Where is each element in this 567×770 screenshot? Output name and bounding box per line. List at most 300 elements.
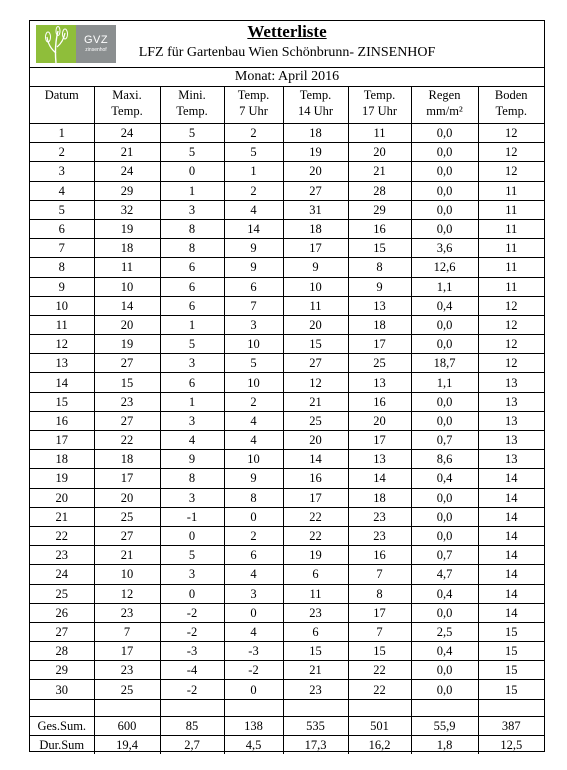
table-cell: 8 [160, 219, 224, 238]
table-cell: 13 [478, 392, 544, 411]
table-row [30, 143, 544, 162]
table-cell: 3 [160, 565, 224, 584]
table-cell: 17 [348, 603, 411, 622]
totals-cell: 387 [478, 716, 544, 735]
table-row [30, 450, 544, 469]
table-cell: 0,0 [411, 526, 478, 545]
table-cell: 9 [30, 277, 94, 296]
table-cell: 3 [160, 488, 224, 507]
table-header-row [30, 86, 544, 124]
table-cell: 32 [94, 200, 160, 219]
table-cell: 23 [348, 526, 411, 545]
empty-cell [160, 699, 224, 716]
table-cell: 0,0 [411, 661, 478, 680]
table-cell: 27 [283, 354, 348, 373]
table-cell: 24 [30, 565, 94, 584]
table-cell: 13 [478, 373, 544, 392]
table-cell: 23 [348, 507, 411, 526]
table-cell: 12 [478, 335, 544, 354]
table-cell: 20 [283, 162, 348, 181]
weather-table [30, 86, 544, 754]
table-cell: 18,7 [411, 354, 478, 373]
table-cell: 23 [94, 392, 160, 411]
table-cell: 14 [348, 469, 411, 488]
table-cell: 18 [94, 239, 160, 258]
column-header [283, 86, 348, 124]
table-cell: 15 [30, 392, 94, 411]
table-cell: 14 [94, 296, 160, 315]
table-cell: 27 [94, 354, 160, 373]
column-header [224, 86, 283, 124]
table-cell: 0,4 [411, 469, 478, 488]
totals-cell: 501 [348, 716, 411, 735]
table-cell: 7 [348, 565, 411, 584]
column-header-line2: 17 Uhr [361, 104, 398, 118]
table-cell: 26 [30, 603, 94, 622]
table-cell: -4 [160, 661, 224, 680]
table-cell: 13 [348, 296, 411, 315]
table-cell: 11 [348, 124, 411, 143]
table-cell: 24 [94, 124, 160, 143]
table-row [30, 622, 544, 641]
table-cell: 8 [30, 258, 94, 277]
table-cell: 0,0 [411, 219, 478, 238]
table-row [30, 526, 544, 545]
table-cell: 1 [160, 315, 224, 334]
table-row [30, 642, 544, 661]
totals-cell: 4,5 [224, 735, 283, 754]
table-cell: 20 [348, 143, 411, 162]
table-cell: 4 [224, 622, 283, 641]
table-cell: 29 [30, 661, 94, 680]
totals-cell: 55,9 [411, 716, 478, 735]
table-cell: 21 [283, 661, 348, 680]
table-cell: 5 [160, 335, 224, 354]
column-header-line2: Temp. [176, 104, 208, 118]
page-title: Wetterliste [247, 22, 327, 41]
table-cell: 27 [283, 181, 348, 200]
table-cell: 3 [160, 411, 224, 430]
table-cell: 15 [283, 335, 348, 354]
table-cell: 25 [94, 680, 160, 699]
table-cell: 0,0 [411, 315, 478, 334]
column-header [160, 86, 224, 124]
blank-row [30, 699, 544, 716]
table-cell: 2 [224, 392, 283, 411]
table-cell: 22 [348, 661, 411, 680]
column-header [411, 86, 478, 124]
table-cell: 14 [283, 450, 348, 469]
table-cell: 14 [478, 565, 544, 584]
column-header-line1: Temp. [363, 88, 396, 102]
table-cell: 16 [30, 411, 94, 430]
table-cell: 7 [94, 622, 160, 641]
month-label: Monat: April 2016 [30, 67, 544, 87]
table-cell: 15 [283, 642, 348, 661]
totals-cell: 138 [224, 716, 283, 735]
table-cell: 5 [224, 354, 283, 373]
table-cell: 18 [348, 315, 411, 334]
table-cell: 23 [283, 680, 348, 699]
table-cell: 9 [224, 239, 283, 258]
table-cell: 8 [348, 584, 411, 603]
table-cell: 23 [94, 661, 160, 680]
table-cell: 0,4 [411, 642, 478, 661]
table-cell: 10 [224, 373, 283, 392]
table-cell: 0 [160, 526, 224, 545]
table-row [30, 488, 544, 507]
table-cell: -3 [224, 642, 283, 661]
table-cell: 17 [94, 469, 160, 488]
table-cell: 0,0 [411, 392, 478, 411]
table-cell: -1 [160, 507, 224, 526]
table-row [30, 411, 544, 430]
table-cell: 25 [94, 507, 160, 526]
table-cell: 9 [224, 258, 283, 277]
table-cell: 5 [160, 546, 224, 565]
table-cell: 0,0 [411, 411, 478, 430]
table-cell: 0 [160, 584, 224, 603]
table-cell: 14 [478, 584, 544, 603]
logo-subtext: zinsenhof [85, 47, 107, 53]
table-row [30, 392, 544, 411]
table-cell: 3 [224, 584, 283, 603]
table-cell: 0,0 [411, 143, 478, 162]
table-cell: 29 [94, 181, 160, 200]
table-cell: 12 [283, 373, 348, 392]
table-cell: 10 [283, 277, 348, 296]
table-cell: 6 [283, 565, 348, 584]
table-cell: 0,0 [411, 124, 478, 143]
table-cell: 14 [478, 526, 544, 545]
table-cell: 0,7 [411, 546, 478, 565]
table-cell: -2 [160, 622, 224, 641]
table-cell: 16 [348, 546, 411, 565]
table-cell: 5 [160, 143, 224, 162]
table-cell: 0,0 [411, 680, 478, 699]
table-cell: 4 [224, 411, 283, 430]
column-header [30, 86, 94, 124]
table-row [30, 315, 544, 334]
table-cell: 15 [94, 373, 160, 392]
table-cell: 25 [283, 411, 348, 430]
table-cell: 9 [224, 469, 283, 488]
table-cell: 15 [478, 661, 544, 680]
column-header-line1: Temp. [299, 88, 332, 102]
table-cell: 18 [94, 450, 160, 469]
table-row [30, 258, 544, 277]
table-cell: 12 [478, 354, 544, 373]
table-cell: 0 [224, 603, 283, 622]
table-cell: 27 [94, 526, 160, 545]
table-cell: 8 [160, 239, 224, 258]
table-cell: 6 [160, 258, 224, 277]
table-cell: 11 [478, 181, 544, 200]
table-cell: 27 [94, 411, 160, 430]
column-header-line1: Maxi. [112, 88, 142, 102]
table-cell: 10 [224, 335, 283, 354]
totals-row [30, 735, 544, 754]
table-cell: 13 [348, 373, 411, 392]
table-cell: 19 [94, 335, 160, 354]
table-row [30, 373, 544, 392]
table-cell: 9 [348, 277, 411, 296]
table-cell: 13 [478, 411, 544, 430]
table-cell: 19 [30, 469, 94, 488]
table-cell: 12 [30, 335, 94, 354]
table-cell: 18 [283, 124, 348, 143]
table-cell: 27 [30, 622, 94, 641]
totals-cell: 12,5 [478, 735, 544, 754]
table-cell: 4,7 [411, 565, 478, 584]
table-cell: 16 [348, 219, 411, 238]
table-cell: 0,4 [411, 584, 478, 603]
empty-cell [283, 699, 348, 716]
empty-cell [411, 699, 478, 716]
table-cell: 10 [224, 450, 283, 469]
table-cell: 13 [30, 354, 94, 373]
table-cell: 0,7 [411, 431, 478, 450]
totals-cell: 535 [283, 716, 348, 735]
table-cell: 8 [348, 258, 411, 277]
table-cell: 18 [348, 488, 411, 507]
table-row [30, 603, 544, 622]
table-cell: 0,4 [411, 296, 478, 315]
table-cell: 2 [224, 526, 283, 545]
table-cell: 22 [348, 680, 411, 699]
empty-cell [30, 699, 94, 716]
table-cell: 20 [283, 315, 348, 334]
table-cell: 0 [224, 507, 283, 526]
table-cell: 20 [94, 488, 160, 507]
page-subtitle: LFZ für Gartenbau Wien Schönbrunn- ZINSENHOF [138, 45, 436, 60]
table-cell: 11 [478, 219, 544, 238]
table-cell: -2 [160, 680, 224, 699]
table-cell: 4 [30, 181, 94, 200]
empty-cell [94, 699, 160, 716]
table-row [30, 431, 544, 450]
table-cell: 6 [160, 373, 224, 392]
table-cell: 0,0 [411, 335, 478, 354]
table-cell: 3 [160, 354, 224, 373]
table-row [30, 296, 544, 315]
table-cell: 17 [348, 335, 411, 354]
table-cell: 1 [224, 162, 283, 181]
table-cell: 15 [348, 642, 411, 661]
table-cell: 18 [30, 450, 94, 469]
column-header-line1: Regen [428, 88, 461, 102]
table-cell: 5 [224, 143, 283, 162]
table-cell: 9 [283, 258, 348, 277]
table-cell: 8 [224, 488, 283, 507]
table-cell: 30 [30, 680, 94, 699]
table-cell: 21 [30, 507, 94, 526]
totals-cell: 85 [160, 716, 224, 735]
table-cell: 13 [478, 450, 544, 469]
table-cell: 12 [478, 143, 544, 162]
column-header-line2: 14 Uhr [297, 104, 334, 118]
table-cell: 6 [160, 296, 224, 315]
table-cell: 10 [94, 565, 160, 584]
totals-cell: 1,8 [411, 735, 478, 754]
table-cell: 15 [348, 239, 411, 258]
column-header-line1: Boden [494, 88, 528, 102]
column-header-line1: Mini. [178, 88, 206, 102]
table-cell: 11 [478, 258, 544, 277]
empty-cell [224, 699, 283, 716]
table-row [30, 335, 544, 354]
table-cell: 11 [478, 277, 544, 296]
table-cell: 14 [478, 603, 544, 622]
table-cell: 4 [224, 431, 283, 450]
table-cell: 1,1 [411, 277, 478, 296]
table-cell: 12 [478, 315, 544, 334]
table-cell: 10 [30, 296, 94, 315]
table-cell: 22 [94, 431, 160, 450]
table-cell: 24 [94, 162, 160, 181]
table-cell: 6 [283, 622, 348, 641]
table-row [30, 546, 544, 565]
table-cell: 19 [283, 546, 348, 565]
table-row [30, 584, 544, 603]
totals-cell: 2,7 [160, 735, 224, 754]
table-cell: 11 [94, 258, 160, 277]
table-row [30, 469, 544, 488]
table-cell: 0,0 [411, 507, 478, 526]
table-cell: 14 [30, 373, 94, 392]
table-cell: 19 [283, 143, 348, 162]
table-cell: 8,6 [411, 450, 478, 469]
table-cell: 1 [160, 181, 224, 200]
table-cell: 6 [30, 219, 94, 238]
table-cell: 12 [478, 162, 544, 181]
table-cell: -3 [160, 642, 224, 661]
table-row [30, 181, 544, 200]
table-cell: 10 [94, 277, 160, 296]
table-cell: 4 [224, 565, 283, 584]
table-cell: 12 [478, 296, 544, 315]
table-cell: 9 [160, 450, 224, 469]
table-cell: 23 [30, 546, 94, 565]
table-cell: 14 [478, 488, 544, 507]
table-cell: 17 [348, 431, 411, 450]
table-cell: 23 [283, 603, 348, 622]
table-cell: 20 [94, 315, 160, 334]
totals-row [30, 716, 544, 735]
table-cell: 14 [478, 507, 544, 526]
column-header-line2: mm/m² [426, 104, 463, 118]
column-header [94, 86, 160, 124]
table-cell: 28 [348, 181, 411, 200]
table-cell: -2 [224, 661, 283, 680]
table-cell: 20 [348, 411, 411, 430]
table-row [30, 277, 544, 296]
table-row [30, 124, 544, 143]
table-cell: 0,0 [411, 488, 478, 507]
table-cell: 21 [94, 143, 160, 162]
table-cell: 11 [478, 200, 544, 219]
table-cell: -2 [160, 603, 224, 622]
table-row [30, 239, 544, 258]
table-cell: 8 [160, 469, 224, 488]
table-cell: 14 [478, 546, 544, 565]
table-cell: 2 [224, 181, 283, 200]
totals-cell: 16,2 [348, 735, 411, 754]
table-cell: 25 [30, 584, 94, 603]
table-row [30, 661, 544, 680]
table-cell: 0,0 [411, 603, 478, 622]
table-row [30, 680, 544, 699]
table-cell: 21 [348, 162, 411, 181]
table-cell: 3,6 [411, 239, 478, 258]
table-cell: 21 [283, 392, 348, 411]
table-cell: 1 [160, 392, 224, 411]
table-cell: 11 [283, 296, 348, 315]
table-cell: 5 [160, 124, 224, 143]
table-cell: 16 [283, 469, 348, 488]
table-cell: 22 [283, 526, 348, 545]
totals-cell: 17,3 [283, 735, 348, 754]
table-cell: 29 [348, 200, 411, 219]
table-cell: 7 [348, 622, 411, 641]
empty-cell [478, 699, 544, 716]
table-cell: 0 [160, 162, 224, 181]
table-cell: 13 [348, 450, 411, 469]
table-cell: 4 [224, 200, 283, 219]
table-cell: 2 [30, 143, 94, 162]
column-header-line2: Temp. [495, 104, 527, 118]
table-cell: 16 [348, 392, 411, 411]
table-cell: 1 [30, 124, 94, 143]
table-cell: 3 [224, 315, 283, 334]
table-cell: 5 [30, 200, 94, 219]
table-cell: 2 [224, 124, 283, 143]
table-cell: 15 [478, 680, 544, 699]
table-cell: 2,5 [411, 622, 478, 641]
table-cell: 12 [94, 584, 160, 603]
column-header-line1: Temp. [237, 88, 270, 102]
table-cell: 18 [283, 219, 348, 238]
logo-text: GVZ [83, 34, 109, 46]
column-header [348, 86, 411, 124]
table-row [30, 200, 544, 219]
table-cell: 11 [478, 239, 544, 258]
table-cell: 0,0 [411, 162, 478, 181]
table-cell: 6 [224, 277, 283, 296]
table-cell: 28 [30, 642, 94, 661]
table-cell: 4 [160, 431, 224, 450]
table-cell: 7 [30, 239, 94, 258]
table-cell: 19 [94, 219, 160, 238]
table-cell: 11 [283, 584, 348, 603]
table-cell: 25 [348, 354, 411, 373]
table-cell: 3 [160, 200, 224, 219]
table-cell: 17 [94, 642, 160, 661]
column-header-line2: Temp. [111, 104, 143, 118]
table-cell: 17 [283, 488, 348, 507]
table-cell: 0,0 [411, 200, 478, 219]
table-cell: 12 [478, 124, 544, 143]
table-row [30, 162, 544, 181]
table-cell: 21 [94, 546, 160, 565]
sheet-header [30, 21, 544, 68]
table-cell: 14 [478, 469, 544, 488]
totals-cell: Ges.Sum. [30, 716, 94, 735]
table-cell: 3 [30, 162, 94, 181]
table-cell: 17 [30, 431, 94, 450]
table-row [30, 354, 544, 373]
table-cell: 20 [283, 431, 348, 450]
